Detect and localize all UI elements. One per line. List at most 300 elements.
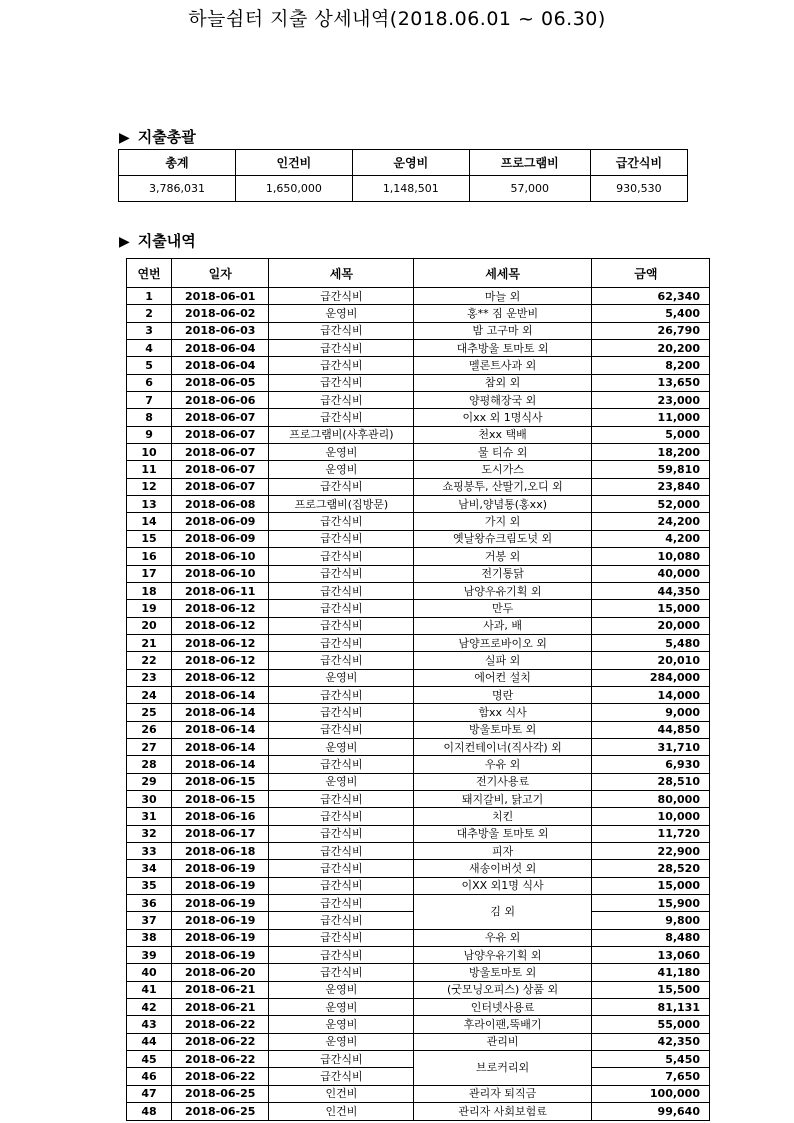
row-item: 전기통닭 bbox=[414, 565, 591, 582]
row-item: 남양우유기획 외 bbox=[414, 582, 591, 599]
row-amount: 4,200 bbox=[591, 530, 709, 547]
row-number: 46 bbox=[127, 1068, 172, 1085]
table-row bbox=[127, 374, 710, 391]
row-category: 운영비 bbox=[269, 305, 414, 322]
row-amount: 11,000 bbox=[591, 409, 709, 426]
row-date: 2018-06-10 bbox=[172, 565, 269, 582]
table-row bbox=[127, 305, 710, 322]
row-category: 급간식비 bbox=[269, 964, 414, 981]
row-item: 천xx 택배 bbox=[414, 426, 591, 443]
row-date: 2018-06-14 bbox=[172, 721, 269, 738]
row-number: 37 bbox=[127, 912, 172, 929]
row-category: 급간식비 bbox=[269, 548, 414, 565]
row-item: 새송이버섯 외 bbox=[414, 860, 591, 877]
row-category: 운영비 bbox=[269, 444, 414, 461]
row-category: 급간식비 bbox=[269, 1051, 414, 1068]
row-amount: 20,200 bbox=[591, 340, 709, 357]
row-item: 이xx 외 1명식사 bbox=[414, 409, 591, 426]
row-date: 2018-06-19 bbox=[172, 877, 269, 894]
row-category: 급간식비 bbox=[269, 634, 414, 651]
table-row bbox=[127, 790, 710, 807]
table-row bbox=[127, 513, 710, 530]
row-number: 25 bbox=[127, 704, 172, 721]
row-amount: 52,000 bbox=[591, 496, 709, 513]
row-amount: 11,720 bbox=[591, 825, 709, 842]
row-date: 2018-06-18 bbox=[172, 843, 269, 860]
table-row bbox=[127, 565, 710, 582]
row-category: 급간식비 bbox=[269, 409, 414, 426]
row-category: 급간식비 bbox=[269, 478, 414, 495]
row-item: 피자 bbox=[414, 843, 591, 860]
row-number: 39 bbox=[127, 947, 172, 964]
row-amount: 8,200 bbox=[591, 357, 709, 374]
row-date: 2018-06-07 bbox=[172, 426, 269, 443]
row-number: 14 bbox=[127, 513, 172, 530]
row-number: 6 bbox=[127, 374, 172, 391]
row-number: 20 bbox=[127, 617, 172, 634]
row-category: 급간식비 bbox=[269, 808, 414, 825]
summary-value-cell: 1,650,000 bbox=[235, 176, 352, 202]
row-category: 운영비 bbox=[269, 999, 414, 1016]
table-row bbox=[127, 1016, 710, 1033]
row-amount: 10,000 bbox=[591, 808, 709, 825]
row-date: 2018-06-25 bbox=[172, 1103, 269, 1120]
row-date: 2018-06-21 bbox=[172, 981, 269, 998]
row-category: 급간식비 bbox=[269, 513, 414, 530]
table-row bbox=[127, 530, 710, 547]
table-row bbox=[127, 392, 710, 409]
detail-header-cell: 세세목 bbox=[414, 259, 591, 288]
row-number: 47 bbox=[127, 1085, 172, 1102]
table-row bbox=[127, 773, 710, 790]
row-number: 32 bbox=[127, 825, 172, 842]
row-number: 31 bbox=[127, 808, 172, 825]
table-row bbox=[127, 964, 710, 981]
table-row bbox=[127, 496, 710, 513]
table-row bbox=[127, 1085, 710, 1102]
row-amount: 5,000 bbox=[591, 426, 709, 443]
table-row bbox=[127, 929, 710, 946]
row-amount: 44,350 bbox=[591, 582, 709, 599]
row-amount: 9,000 bbox=[591, 704, 709, 721]
row-amount: 284,000 bbox=[591, 669, 709, 686]
summary-header-row bbox=[119, 150, 688, 176]
row-category: 운영비 bbox=[269, 1016, 414, 1033]
row-number: 41 bbox=[127, 981, 172, 998]
table-row bbox=[127, 843, 710, 860]
row-date: 2018-06-22 bbox=[172, 1033, 269, 1050]
table-row bbox=[127, 1103, 710, 1120]
row-item: 물 티슈 외 bbox=[414, 444, 591, 461]
row-amount: 10,080 bbox=[591, 548, 709, 565]
row-category: 급간식비 bbox=[269, 374, 414, 391]
row-category: 프로그램비(사후관리) bbox=[269, 426, 414, 443]
row-item: 방울토마토 외 bbox=[414, 964, 591, 981]
row-amount: 15,500 bbox=[591, 981, 709, 998]
row-item: 남양프로바이오 외 bbox=[414, 634, 591, 651]
row-category: 급간식비 bbox=[269, 392, 414, 409]
detail-header-cell: 금액 bbox=[591, 259, 709, 288]
detail-header-cell: 일자 bbox=[172, 259, 269, 288]
row-category: 급간식비 bbox=[269, 322, 414, 339]
row-amount: 26,790 bbox=[591, 322, 709, 339]
table-row bbox=[127, 808, 710, 825]
row-number: 2 bbox=[127, 305, 172, 322]
row-amount: 42,350 bbox=[591, 1033, 709, 1050]
row-amount: 40,000 bbox=[591, 565, 709, 582]
row-amount: 7,650 bbox=[591, 1068, 709, 1085]
row-category: 급간식비 bbox=[269, 600, 414, 617]
row-amount: 23,000 bbox=[591, 392, 709, 409]
row-item: 인터넷사용료 bbox=[414, 999, 591, 1016]
row-date: 2018-06-03 bbox=[172, 322, 269, 339]
row-amount: 18,200 bbox=[591, 444, 709, 461]
row-item: 이XX 외1명 식사 bbox=[414, 877, 591, 894]
row-date: 2018-06-17 bbox=[172, 825, 269, 842]
row-number: 8 bbox=[127, 409, 172, 426]
table-row bbox=[127, 548, 710, 565]
row-date: 2018-06-07 bbox=[172, 444, 269, 461]
row-category: 운영비 bbox=[269, 461, 414, 478]
row-number: 44 bbox=[127, 1033, 172, 1050]
row-date: 2018-06-09 bbox=[172, 513, 269, 530]
row-amount: 14,000 bbox=[591, 686, 709, 703]
table-row bbox=[127, 600, 710, 617]
detail-heading bbox=[119, 230, 196, 251]
row-amount: 15,000 bbox=[591, 877, 709, 894]
table-row bbox=[127, 409, 710, 426]
row-number: 29 bbox=[127, 773, 172, 790]
row-amount: 31,710 bbox=[591, 738, 709, 755]
row-number: 38 bbox=[127, 929, 172, 946]
row-date: 2018-06-22 bbox=[172, 1016, 269, 1033]
row-item: 김 외 bbox=[414, 895, 591, 930]
detail-heading-label: 지출내역 bbox=[137, 232, 196, 250]
row-category: 급간식비 bbox=[269, 895, 414, 912]
row-category: 급간식비 bbox=[269, 912, 414, 929]
triangle-right-icon: ▶ bbox=[119, 130, 130, 146]
row-number: 7 bbox=[127, 392, 172, 409]
row-number: 19 bbox=[127, 600, 172, 617]
row-number: 5 bbox=[127, 357, 172, 374]
table-row bbox=[127, 426, 710, 443]
row-number: 16 bbox=[127, 548, 172, 565]
row-category: 급간식비 bbox=[269, 686, 414, 703]
summary-header-cell: 총계 bbox=[119, 150, 236, 176]
triangle-right-icon: ▶ bbox=[119, 234, 130, 250]
row-category: 급간식비 bbox=[269, 947, 414, 964]
row-amount: 13,650 bbox=[591, 374, 709, 391]
summary-header-cell: 인건비 bbox=[235, 150, 352, 176]
row-category: 급간식비 bbox=[269, 530, 414, 547]
row-category: 프로그램비(집방문) bbox=[269, 496, 414, 513]
row-number: 22 bbox=[127, 652, 172, 669]
row-number: 40 bbox=[127, 964, 172, 981]
table-row bbox=[127, 1051, 710, 1068]
row-item: 대추방울 토마토 외 bbox=[414, 340, 591, 357]
row-item: 만두 bbox=[414, 600, 591, 617]
row-amount: 41,180 bbox=[591, 964, 709, 981]
summary-value-row bbox=[119, 176, 688, 202]
row-category: 급간식비 bbox=[269, 790, 414, 807]
row-date: 2018-06-04 bbox=[172, 357, 269, 374]
summary-value-cell: 57,000 bbox=[469, 176, 590, 202]
row-date: 2018-06-12 bbox=[172, 669, 269, 686]
row-amount: 8,480 bbox=[591, 929, 709, 946]
table-row bbox=[127, 756, 710, 773]
row-item: 마늘 외 bbox=[414, 288, 591, 305]
row-amount: 15,000 bbox=[591, 600, 709, 617]
row-category: 운영비 bbox=[269, 773, 414, 790]
row-amount: 44,850 bbox=[591, 721, 709, 738]
row-number: 24 bbox=[127, 686, 172, 703]
table-row bbox=[127, 999, 710, 1016]
row-date: 2018-06-05 bbox=[172, 374, 269, 391]
row-item: 실파 외 bbox=[414, 652, 591, 669]
row-date: 2018-06-25 bbox=[172, 1085, 269, 1102]
row-category: 급간식비 bbox=[269, 652, 414, 669]
row-item: (굿모닝오피스) 상품 외 bbox=[414, 981, 591, 998]
row-category: 운영비 bbox=[269, 1033, 414, 1050]
row-amount: 28,510 bbox=[591, 773, 709, 790]
row-date: 2018-06-22 bbox=[172, 1068, 269, 1085]
row-number: 45 bbox=[127, 1051, 172, 1068]
row-item: 대추방울 토마토 외 bbox=[414, 825, 591, 842]
row-number: 30 bbox=[127, 790, 172, 807]
row-category: 운영비 bbox=[269, 738, 414, 755]
table-row bbox=[127, 860, 710, 877]
row-category: 급간식비 bbox=[269, 617, 414, 634]
row-date: 2018-06-19 bbox=[172, 912, 269, 929]
table-row bbox=[127, 461, 710, 478]
row-item: 관리자 사회보험료 bbox=[414, 1103, 591, 1120]
row-amount: 99,640 bbox=[591, 1103, 709, 1120]
row-item: 우유 외 bbox=[414, 929, 591, 946]
row-number: 43 bbox=[127, 1016, 172, 1033]
row-date: 2018-06-19 bbox=[172, 947, 269, 964]
row-item: 양평해장국 외 bbox=[414, 392, 591, 409]
row-amount: 81,131 bbox=[591, 999, 709, 1016]
row-number: 3 bbox=[127, 322, 172, 339]
table-row bbox=[127, 652, 710, 669]
row-number: 34 bbox=[127, 860, 172, 877]
row-number: 12 bbox=[127, 478, 172, 495]
row-amount: 13,060 bbox=[591, 947, 709, 964]
table-row bbox=[127, 947, 710, 964]
row-date: 2018-06-12 bbox=[172, 634, 269, 651]
detail-header-cell: 연번 bbox=[127, 259, 172, 288]
row-date: 2018-06-12 bbox=[172, 652, 269, 669]
row-amount: 5,450 bbox=[591, 1051, 709, 1068]
row-amount: 20,000 bbox=[591, 617, 709, 634]
row-date: 2018-06-14 bbox=[172, 738, 269, 755]
row-amount: 100,000 bbox=[591, 1085, 709, 1102]
table-row bbox=[127, 322, 710, 339]
row-item: 홍** 짐 운반비 bbox=[414, 305, 591, 322]
row-date: 2018-06-07 bbox=[172, 461, 269, 478]
row-item: 관리비 bbox=[414, 1033, 591, 1050]
table-row bbox=[127, 738, 710, 755]
row-date: 2018-06-14 bbox=[172, 686, 269, 703]
row-category: 급간식비 bbox=[269, 877, 414, 894]
row-number: 21 bbox=[127, 634, 172, 651]
row-item: 쇼핑봉투, 산딸기,오디 외 bbox=[414, 478, 591, 495]
row-number: 48 bbox=[127, 1103, 172, 1120]
row-date: 2018-06-07 bbox=[172, 478, 269, 495]
row-date: 2018-06-19 bbox=[172, 860, 269, 877]
row-date: 2018-06-22 bbox=[172, 1051, 269, 1068]
row-item: 전기사용료 bbox=[414, 773, 591, 790]
row-number: 15 bbox=[127, 530, 172, 547]
table-row bbox=[127, 686, 710, 703]
row-category: 인건비 bbox=[269, 1103, 414, 1120]
row-category: 운영비 bbox=[269, 981, 414, 998]
table-row bbox=[127, 895, 710, 912]
row-item: 거봉 외 bbox=[414, 548, 591, 565]
row-category: 급간식비 bbox=[269, 721, 414, 738]
row-amount: 20,010 bbox=[591, 652, 709, 669]
row-date: 2018-06-14 bbox=[172, 756, 269, 773]
table-row bbox=[127, 704, 710, 721]
row-amount: 59,810 bbox=[591, 461, 709, 478]
summary-heading-label: 지출총괄 bbox=[137, 128, 196, 146]
table-row bbox=[127, 825, 710, 842]
row-date: 2018-06-11 bbox=[172, 582, 269, 599]
row-category: 급간식비 bbox=[269, 1068, 414, 1085]
detail-table bbox=[126, 258, 710, 1121]
row-date: 2018-06-08 bbox=[172, 496, 269, 513]
summary-header-cell: 운영비 bbox=[352, 150, 469, 176]
row-category: 급간식비 bbox=[269, 340, 414, 357]
detail-header-cell: 세목 bbox=[269, 259, 414, 288]
row-date: 2018-06-21 bbox=[172, 999, 269, 1016]
table-row bbox=[127, 617, 710, 634]
table-row bbox=[127, 721, 710, 738]
row-date: 2018-06-20 bbox=[172, 964, 269, 981]
summary-header-cell: 프로그램비 bbox=[469, 150, 590, 176]
row-number: 13 bbox=[127, 496, 172, 513]
row-item: 브로커리외 bbox=[414, 1051, 591, 1086]
table-row bbox=[127, 669, 710, 686]
row-item: 방울토마토 외 bbox=[414, 721, 591, 738]
row-number: 27 bbox=[127, 738, 172, 755]
row-date: 2018-06-07 bbox=[172, 409, 269, 426]
row-category: 인건비 bbox=[269, 1085, 414, 1102]
row-date: 2018-06-15 bbox=[172, 773, 269, 790]
row-category: 급간식비 bbox=[269, 929, 414, 946]
row-number: 28 bbox=[127, 756, 172, 773]
detail-header-row bbox=[127, 259, 710, 288]
summary-value-cell: 3,786,031 bbox=[119, 176, 236, 202]
row-number: 1 bbox=[127, 288, 172, 305]
row-amount: 5,480 bbox=[591, 634, 709, 651]
row-category: 급간식비 bbox=[269, 756, 414, 773]
row-item: 도시가스 bbox=[414, 461, 591, 478]
row-number: 36 bbox=[127, 895, 172, 912]
row-date: 2018-06-14 bbox=[172, 704, 269, 721]
row-category: 급간식비 bbox=[269, 565, 414, 582]
row-date: 2018-06-06 bbox=[172, 392, 269, 409]
row-category: 급간식비 bbox=[269, 288, 414, 305]
table-row bbox=[127, 357, 710, 374]
table-row bbox=[127, 444, 710, 461]
table-row bbox=[127, 1033, 710, 1050]
detail-body bbox=[127, 288, 710, 1121]
table-row bbox=[127, 288, 710, 305]
row-amount: 28,520 bbox=[591, 860, 709, 877]
table-row bbox=[127, 877, 710, 894]
row-date: 2018-06-15 bbox=[172, 790, 269, 807]
row-date: 2018-06-10 bbox=[172, 548, 269, 565]
row-date: 2018-06-02 bbox=[172, 305, 269, 322]
row-amount: 80,000 bbox=[591, 790, 709, 807]
row-date: 2018-06-09 bbox=[172, 530, 269, 547]
row-category: 급간식비 bbox=[269, 357, 414, 374]
row-item: 사과, 배 bbox=[414, 617, 591, 634]
row-item: 남양우유기획 외 bbox=[414, 947, 591, 964]
table-row bbox=[127, 582, 710, 599]
row-number: 17 bbox=[127, 565, 172, 582]
summary-header-cell: 급간식비 bbox=[590, 150, 687, 176]
row-number: 4 bbox=[127, 340, 172, 357]
row-item: 후라이팬,뚝배기 bbox=[414, 1016, 591, 1033]
row-amount: 23,840 bbox=[591, 478, 709, 495]
row-number: 10 bbox=[127, 444, 172, 461]
page-title: 하늘쉼터 지출 상세내역(2018.06.01 ~ 06.30) bbox=[188, 8, 606, 30]
row-amount: 22,900 bbox=[591, 843, 709, 860]
row-item: 옛날왕슈크림도넛 외 bbox=[414, 530, 591, 547]
summary-heading bbox=[119, 126, 196, 147]
row-item: 관리자 퇴직금 bbox=[414, 1085, 591, 1102]
row-category: 급간식비 bbox=[269, 825, 414, 842]
row-item: 명란 bbox=[414, 686, 591, 703]
row-number: 35 bbox=[127, 877, 172, 894]
row-date: 2018-06-12 bbox=[172, 600, 269, 617]
row-category: 급간식비 bbox=[269, 843, 414, 860]
summary-value-cell: 1,148,501 bbox=[352, 176, 469, 202]
row-date: 2018-06-19 bbox=[172, 895, 269, 912]
row-amount: 6,930 bbox=[591, 756, 709, 773]
row-number: 42 bbox=[127, 999, 172, 1016]
row-item: 멜론트사과 외 bbox=[414, 357, 591, 374]
row-date: 2018-06-04 bbox=[172, 340, 269, 357]
row-category: 급간식비 bbox=[269, 582, 414, 599]
row-number: 26 bbox=[127, 721, 172, 738]
row-item: 가지 외 bbox=[414, 513, 591, 530]
row-number: 9 bbox=[127, 426, 172, 443]
summary-table bbox=[118, 149, 688, 202]
row-item: 우유 외 bbox=[414, 756, 591, 773]
row-amount: 15,900 bbox=[591, 895, 709, 912]
row-category: 운영비 bbox=[269, 669, 414, 686]
row-item: 에어컨 설치 bbox=[414, 669, 591, 686]
row-item: 참외 외 bbox=[414, 374, 591, 391]
row-amount: 55,000 bbox=[591, 1016, 709, 1033]
table-row bbox=[127, 478, 710, 495]
row-amount: 9,800 bbox=[591, 912, 709, 929]
row-number: 11 bbox=[127, 461, 172, 478]
row-item: 이지컨테이너(직사각) 외 bbox=[414, 738, 591, 755]
row-item: 돼지갈비, 닭고기 bbox=[414, 790, 591, 807]
row-item: 함xx 식사 bbox=[414, 704, 591, 721]
row-item: 남비,양념통(홍xx) bbox=[414, 496, 591, 513]
row-number: 23 bbox=[127, 669, 172, 686]
table-row bbox=[127, 634, 710, 651]
row-item: 치킨 bbox=[414, 808, 591, 825]
summary-value-cell: 930,530 bbox=[590, 176, 687, 202]
row-number: 18 bbox=[127, 582, 172, 599]
table-row bbox=[127, 981, 710, 998]
